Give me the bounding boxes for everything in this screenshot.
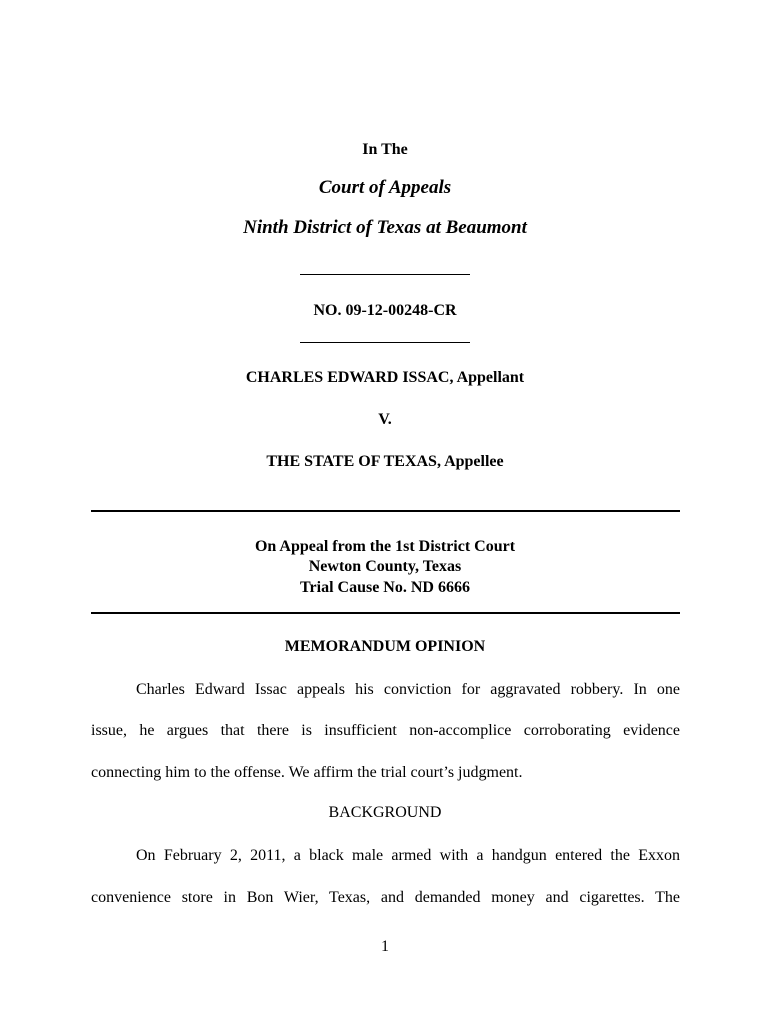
appeal-court-line: On Appeal from the 1st District Court [254,538,516,555]
trial-cause-line: Trial Cause No. ND 6666 [300,579,470,596]
opinion-title: MEMORANDUM OPINION [284,638,486,655]
divider-short [300,342,470,343]
in-the-heading: In The [362,141,408,158]
paragraph-line: On February 2, 2011, a black male armed with a handgun entered the Exxon [136,847,680,864]
background-heading: BACKGROUND [328,804,442,821]
versus-label: V. [378,411,392,428]
paragraph-line: connecting him to the offense. We affirm the trial court’s judgment. [91,764,523,781]
paragraph-line: issue, he argues that there is insufficient non-accomplice corroborating evidence [91,722,680,739]
court-name: Court of Appeals [318,177,452,198]
paragraph-line: convenience store in Bon Wier, Texas, and demanded money and cigarettes. The [91,889,680,906]
appellant-name: CHARLES EDWARD ISSAC, Appellant [245,369,525,386]
district-name: Ninth District of Texas at Beaumont [243,217,527,238]
appellee-name: THE STATE OF TEXAS, Appellee [266,453,504,470]
case-number: NO. 09-12-00248-CR [313,302,457,319]
divider-short [300,274,470,275]
appeal-county-line: Newton County, Texas [308,558,462,575]
paragraph-line: Charles Edward Issac appeals his conviction for aggravated robbery. In one [136,681,680,698]
page-number: 1 [381,938,389,955]
divider-long [91,510,680,512]
divider-long [91,612,680,614]
